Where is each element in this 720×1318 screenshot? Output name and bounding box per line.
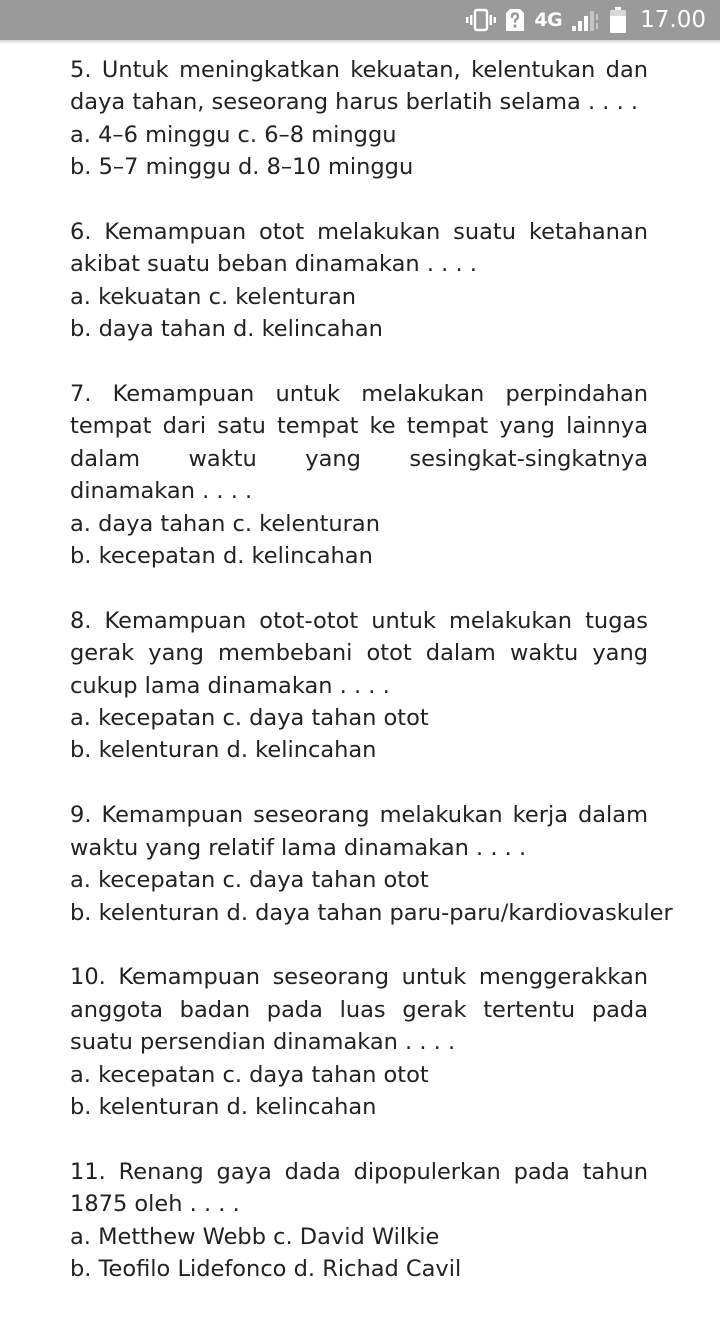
option-row-ac: a. kecepatan c. daya tahan otot [70,1061,429,1088]
question-text: 11. Renang gaya dada dipopulerkan pada tahun 1875 oleh . . . . [70,1158,648,1218]
option-row-bd: b. kelenturan d. daya tahan paru-paru/kardiovaskuler [70,899,673,926]
option-row-ac: a. Metthew Webb c. David Wilkie [70,1223,440,1250]
option-row-bd: b. kecepatan d. kelincahan [70,543,373,570]
clock: 17.00 [640,7,706,33]
option-row-bd: b. 5–7 minggu d. 8–10 minggu [70,154,414,181]
option-row-ac: a. daya tahan c. kelenturan [70,510,380,537]
option-row-bd: b. kelenturan d. kelincahan [70,1093,377,1120]
status-bar [0,0,720,40]
option-row-bd: b. Teofilo Lidefonco d. Richad Cavil [70,1255,462,1282]
question-5 [70,54,648,184]
battery-icon [610,7,626,33]
vibrate-icon [466,8,496,32]
question-text: 6. Kemampuan otot melakukan suatu ketahanan akibat suatu beban dinamakan . . . . [70,219,648,278]
option-row-bd: b. daya tahan d. kelincahan [70,316,383,343]
question-11 [70,1156,648,1286]
quiz-content [70,54,673,1318]
option-row-ac: a. kekuatan c. kelenturan [70,283,357,310]
status-bar-shadow [0,40,720,44]
option-row-bd: b. kelenturan d. kelincahan [70,737,377,764]
question-text: 7. Kemampuan untuk melakukan perpindahan tempat dari satu tempat ke tempat yang lainnya dalam waktu yang sesingkat-singkatnya dinamakan . . . . [70,381,648,505]
question-6 [70,216,648,346]
question-text: 9. Kemampuan seseorang melakukan kerja dalam waktu yang relatif lama dinamakan . . . . [70,802,648,861]
question-text: 8. Kemampuan otot-otot untuk melakukan tugas gerak yang membebani otot dalam waktu yang cukup lama dinamakan . . . . [70,607,648,699]
network-type: 4G [534,9,563,31]
option-row-ac: a. kecepatan c. daya tahan otot [70,867,429,894]
option-row-ac: a. kecepatan c. daya tahan otot [70,705,429,732]
question-text: 10. Kemampuan seseorang untuk menggerakkan anggota badan pada luas gerak tertentu pada suatu persendian dinamakan . . . . [70,964,648,1056]
question-7 [70,378,648,572]
option-row-ac: a. 4–6 minggu c. 6–8 minggu [70,121,397,148]
question-text: 5. Untuk meningkatkan kekuatan, kelentukan dan daya tahan, seseorang harus berlatih selama . . . . [70,57,648,116]
question-9 [70,799,673,929]
status-icons [466,0,706,40]
question-10 [70,961,648,1123]
unknown-sim-icon [506,8,524,32]
signal-icon [572,9,600,31]
question-8 [70,605,648,767]
